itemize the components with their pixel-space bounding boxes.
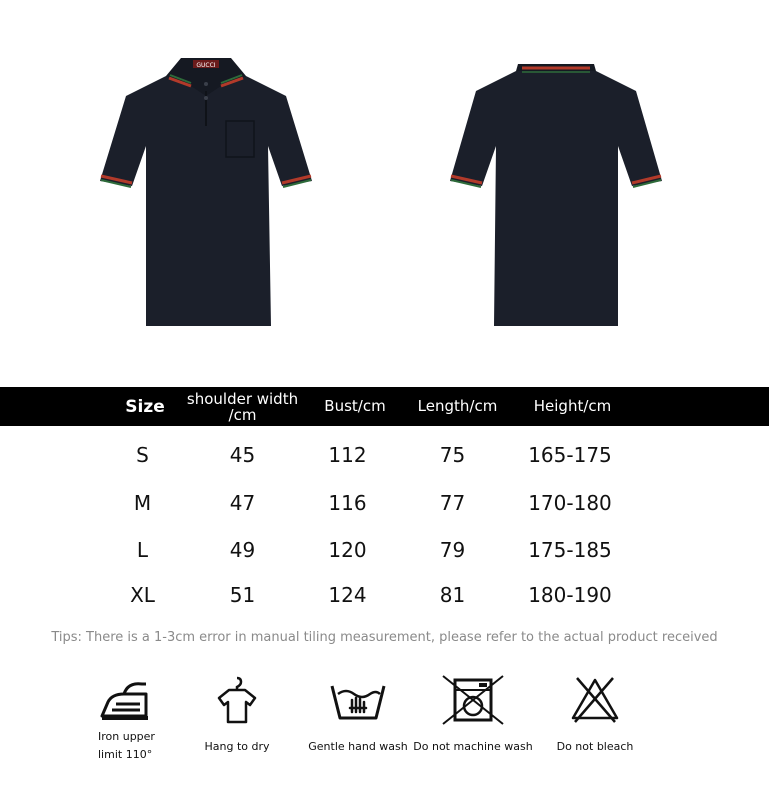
cell-size: S [136,443,149,467]
header-size-label: Size [125,396,165,417]
care-label-hang-dry: Hang to dry [204,740,270,753]
table-row [0,527,769,573]
care-label-iron-2: limit 110° [98,748,153,761]
table-row [0,572,769,618]
header-bust [305,387,405,426]
care-label-hand-wash: Gentle hand wash [308,740,408,753]
care-item-iron [66,672,186,764]
cell-length: 77 [439,491,466,515]
cell-height: 165-175 [528,443,612,467]
polo-front-image [96,46,316,331]
size-table-header [0,387,769,426]
care-item-hang-dry [177,672,297,756]
care-label-no-machine-wash: Do not machine wash [413,740,533,753]
cell-shoulder: 49 [229,538,256,562]
cell-size: M [133,491,152,515]
cell-size: XL [130,583,155,607]
cell-bust: 116 [328,491,367,515]
measurement-tip: Tips: There is a 1-3cm error in manual tiling measurement, please refer to the actual product received [51,630,718,645]
cell-height: 180-190 [528,583,612,607]
cell-bust: 120 [328,538,367,562]
header-height-label: Height/cm [533,397,612,415]
no-machine-wash-icon [441,672,505,728]
care-label-no-bleach: Do not bleach [556,740,634,753]
header-length [405,387,510,426]
care-item-no-machine-wash [413,672,533,756]
care-label-iron-1: Iron upper [98,730,155,743]
header-size [110,387,180,426]
cell-bust: 124 [328,583,367,607]
cell-height: 170-180 [528,491,612,515]
table-row [0,480,769,526]
hand-wash-icon [326,672,390,728]
cell-length: 75 [439,443,466,467]
cell-shoulder: 51 [229,583,256,607]
header-shoulder-line2: /cm [228,405,257,424]
iron-icon [94,672,158,728]
header-height [510,387,635,426]
cell-bust: 112 [328,443,367,467]
brand-label: GUCCI [196,62,216,69]
header-length-label: Length/cm [417,397,498,415]
cell-length: 79 [439,538,466,562]
header-shoulder-line1: shoulder width [186,389,299,408]
cell-shoulder: 45 [229,443,256,467]
cell-size: L [136,538,149,562]
cell-height: 175-185 [528,538,612,562]
care-item-hand-wash [298,672,418,756]
care-item-no-bleach [535,672,655,756]
header-bust-label: Bust/cm [324,397,386,415]
cell-length: 81 [439,583,466,607]
header-shoulder [180,387,305,426]
polo-back-image [446,46,666,331]
no-bleach-icon [563,672,627,728]
table-row [0,432,769,478]
hang-dry-icon [205,672,269,728]
cell-shoulder: 47 [229,491,256,515]
